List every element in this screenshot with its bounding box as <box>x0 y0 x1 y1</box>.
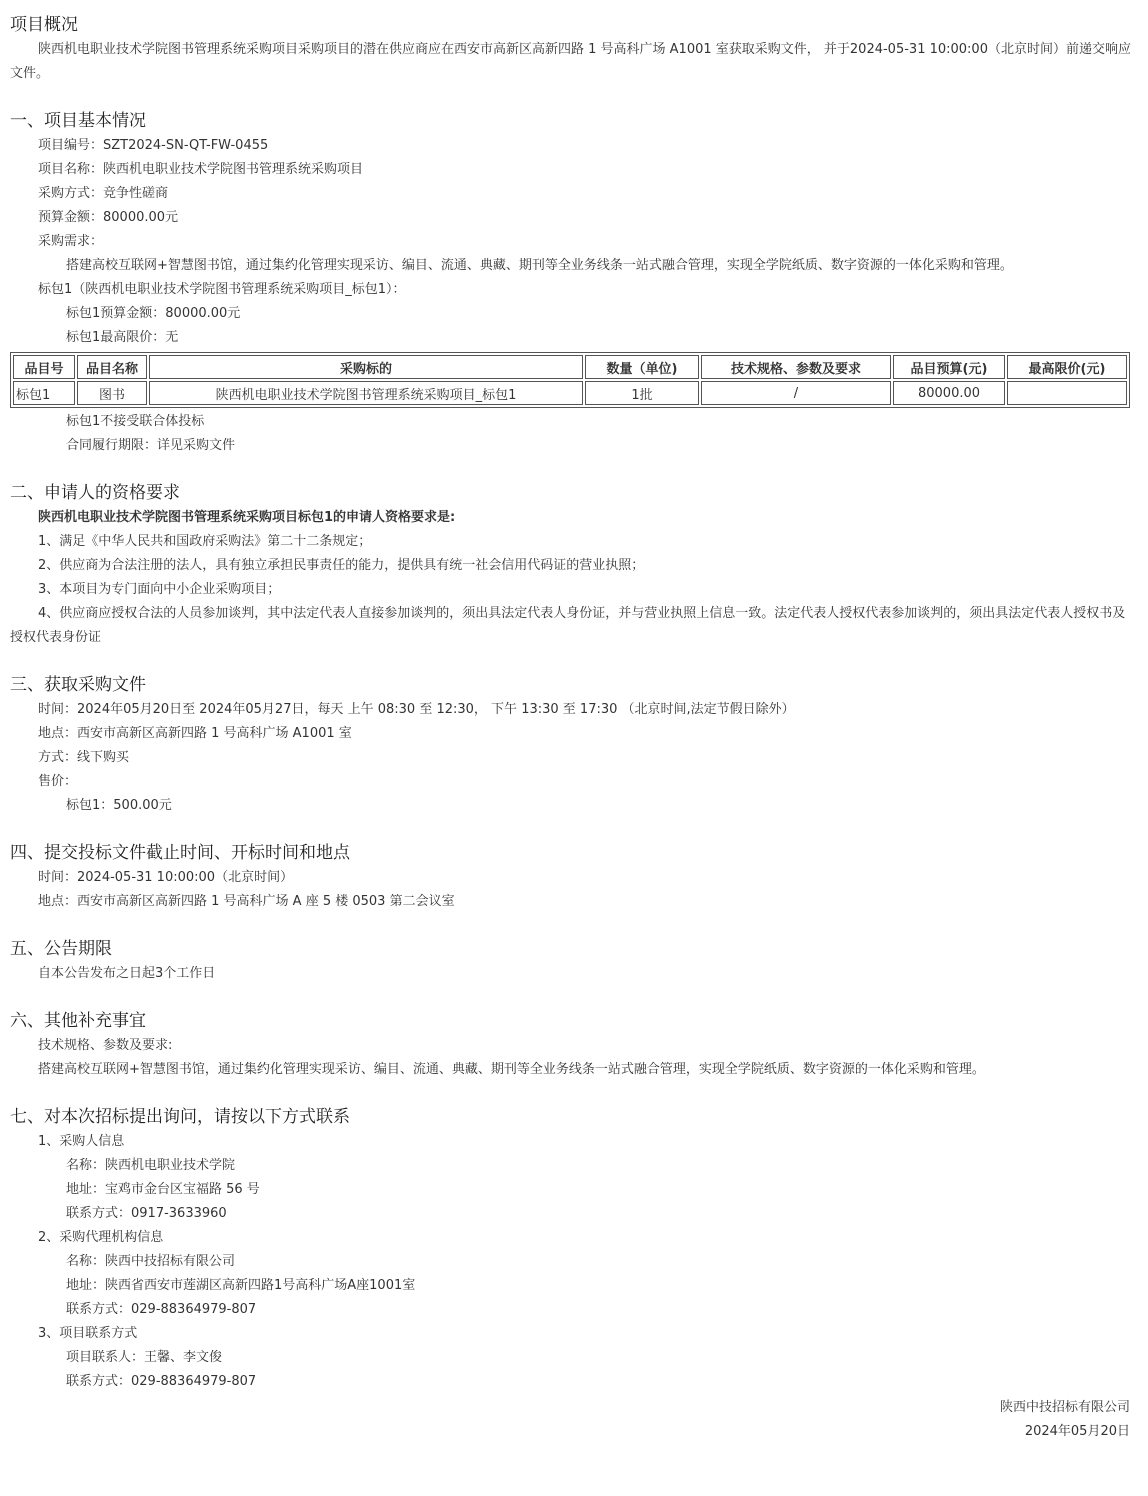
qualification-item: 1、满足《中华人民共和国政府采购法》第二十二条规定； <box>38 534 372 549</box>
lot-budget: 标包1预算金额：80000.00元 <box>66 306 241 321</box>
cell-item-name: 图书 <box>77 381 147 405</box>
section-6-heading: 六、其他补充事宜 <box>10 1011 146 1031</box>
obtain-method: 方式：线下购买 <box>38 750 130 765</box>
section-2-heading: 二、申请人的资格要求 <box>10 483 180 503</box>
contact-phone: 联系方式：029-88364979-807 <box>66 1374 257 1389</box>
section-3-heading: 三、获取采购文件 <box>10 675 146 695</box>
lot-max-price: 标包1最高限价：无 <box>66 330 179 345</box>
col-max-price: 最高限价(元) <box>1007 355 1127 379</box>
section-5-heading: 五、公告期限 <box>10 939 112 959</box>
deadline-time: 时间：2024-05-31 10:00:00（北京时间） <box>38 870 294 885</box>
table-header-row <box>13 355 1127 379</box>
supplementary-label: 技术规格、参数及要求: <box>38 1038 173 1053</box>
col-subject: 采购标的 <box>149 355 583 379</box>
demand-label: 采购需求： <box>38 234 104 249</box>
section-basic-info <box>10 108 1138 458</box>
demand-text: 搭建高校互联网+智慧图书馆，通过集约化管理实现采访、编目、流通、典藏、期刊等全业务线条一站式融合管理，实现全学院纸质、数字资源的一体化采购和管理。 <box>66 258 1013 273</box>
section-deadline <box>10 840 1138 914</box>
procurement-method: 采购方式：竞争性磋商 <box>38 186 169 201</box>
signature-block <box>10 1396 1138 1444</box>
section-7-heading: 七、对本次招标提出询问，请按以下方式联系 <box>10 1107 350 1127</box>
project-number: 项目编号：SZT2024-SN-QT-FW-0455 <box>38 138 269 153</box>
section-4-heading: 四、提交投标文件截止时间、开标时间和地点 <box>10 843 350 863</box>
contract-period: 合同履行期限：详见采购文件 <box>66 438 236 453</box>
supplementary-text: 搭建高校互联网+智慧图书馆，通过集约化管理实现采访、编目、流通、典藏、期刊等全业务线条一站式融合管理，实现全学院纸质、数字资源的一体化采购和管理。 <box>38 1062 985 1077</box>
qualification-item: 4、供应商应授权合法的人员参加谈判，其中法定代表人直接参加谈判的，须出具法定代表人身份证，并与营业执照上信息一致。法定代表人授权代表参加谈判的，须出具法定代表人授权书及授权代表身份证 <box>10 606 1126 645</box>
agency-title: 2、采购代理机构信息 <box>38 1230 164 1245</box>
obtain-place: 地点：西安市高新区高新四路 1 号高科广场 A1001 室 <box>38 726 352 741</box>
purchaser-address: 地址：宝鸡市金台区宝福路 56 号 <box>66 1182 260 1197</box>
signature-date: 2024年05月20日 <box>1024 1424 1130 1439</box>
purchaser-name: 名称：陕西机电职业技术学院 <box>66 1158 236 1173</box>
price-lot1: 标包1：500.00元 <box>66 798 172 813</box>
table-row <box>13 381 1127 405</box>
budget-amount: 预算金额：80000.00元 <box>38 210 179 225</box>
consortium-note: 标包1不接受联合体投标 <box>66 414 205 429</box>
opening-place: 地点：西安市高新区高新四路 1 号高科广场 A 座 5 楼 0503 第二会议室 <box>38 894 455 909</box>
items-table <box>10 352 1130 408</box>
qualification-item: 2、供应商为合法注册的法人，具有独立承担民事责任的能力，提供具有统一社会信用代码证的营业执照； <box>38 558 645 573</box>
col-item-name: 品目名称 <box>77 355 147 379</box>
cell-item-no: 标包1 <box>13 381 75 405</box>
lot-title: 标包1（陕西机电职业技术学院图书管理系统采购项目_标包1）： <box>38 282 406 297</box>
section-contact <box>10 1104 1138 1394</box>
contact-title: 3、项目联系方式 <box>38 1326 138 1341</box>
col-spec: 技术规格、参数及要求 <box>701 355 891 379</box>
section-notice-period <box>10 936 1138 986</box>
qualification-item: 3、本项目为专门面向中小企业采购项目； <box>38 582 281 597</box>
overview-text: 陕西机电职业技术学院图书管理系统采购项目采购项目的潜在供应商应在西安市高新区高新四路 1 号高科广场 A1001 室获取采购文件， 并于2024-05-31 10:00:00（北京时间）前递交响应文件。 <box>10 42 1131 81</box>
notice-period-text: 自本公告发布之日起3个工作日 <box>38 966 216 981</box>
section-obtain-docs <box>10 672 1138 818</box>
section-supplementary <box>10 1008 1138 1082</box>
price-label: 售价： <box>38 774 78 789</box>
col-quantity: 数量（单位) <box>585 355 699 379</box>
agency-phone: 联系方式：029-88364979-807 <box>66 1302 257 1317</box>
section-1-heading: 一、项目基本情况 <box>10 111 146 131</box>
purchaser-phone: 联系方式：0917-3633960 <box>66 1206 227 1221</box>
overview-heading: 项目概况 <box>10 15 78 35</box>
section-qualification <box>10 480 1138 650</box>
cell-budget: 80000.00 <box>893 381 1005 405</box>
contact-person: 项目联系人：王馨、李文俊 <box>66 1350 223 1365</box>
col-budget: 品目预算(元) <box>893 355 1005 379</box>
purchaser-title: 1、采购人信息 <box>38 1134 125 1149</box>
obtain-time: 时间：2024年05月20日至 2024年05月27日，每天 上午 08:30 至 12:30， 下午 13:30 至 17:30 （北京时间,法定节假日除外） <box>38 702 795 717</box>
col-item-no: 品目号 <box>13 355 75 379</box>
cell-spec: / <box>701 381 891 405</box>
agency-address: 地址：陕西省西安市莲湖区高新四路1号高科广场A座1001室 <box>66 1278 416 1293</box>
signature-company: 陕西中技招标有限公司 <box>999 1400 1130 1415</box>
qualification-intro: 陕西机电职业技术学院图书管理系统采购项目标包1的申请人资格要求是: <box>38 510 456 525</box>
project-name: 项目名称：陕西机电职业技术学院图书管理系统采购项目 <box>38 162 364 177</box>
cell-subject: 陕西机电职业技术学院图书管理系统采购项目_标包1 <box>149 381 583 405</box>
cell-quantity: 1批 <box>585 381 699 405</box>
agency-name: 名称：陕西中技招标有限公司 <box>66 1254 236 1269</box>
cell-max-price <box>1007 381 1127 405</box>
